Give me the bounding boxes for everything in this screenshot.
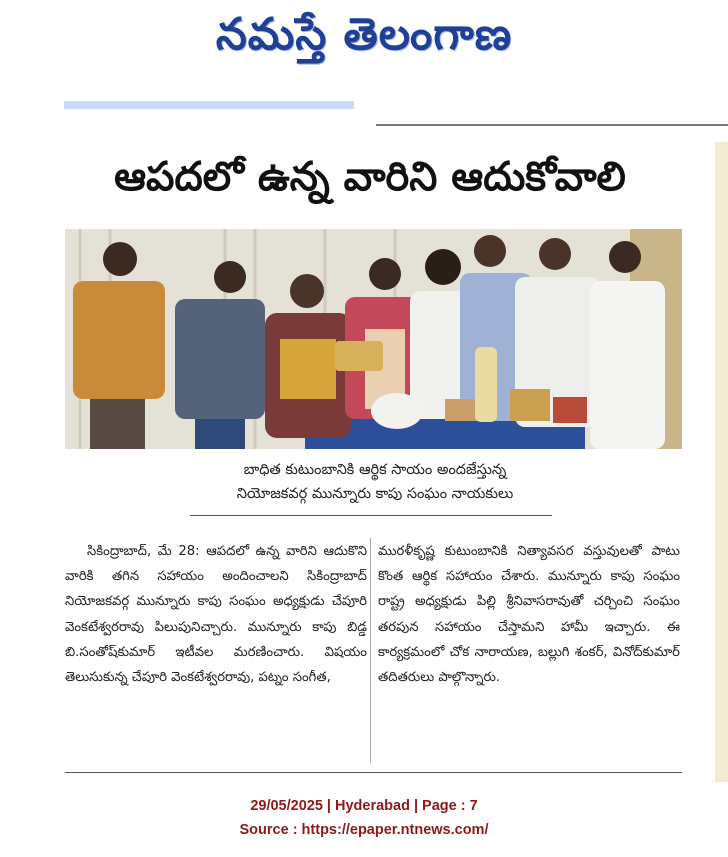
column-divider: [370, 538, 371, 763]
photo-caption-line-1: బాధిత కుటుంబానికి ఆర్థిక సాయం అందజేస్తున్న: [243, 462, 507, 478]
article-body-left-column: [65, 539, 367, 690]
article-body-right-column: [378, 539, 680, 690]
footer-date-edition: 29/05/2025 | Hyderabad | Page : 7: [250, 798, 478, 814]
masthead-accent-bar: [64, 101, 354, 109]
photo-caption-line-2: నియోజకవర్గ మున్నూరు కాపు సంఘం నాయకులు: [236, 486, 514, 502]
photo-caption: [190, 458, 560, 506]
article-body-paragraph-left: సికింద్రాబాద్, మే 28: ఆపదలో ఉన్న వారిని ఆదుకొని వారికి తగిన సహాయం అందించాలని సికింద్రాబాద్ నియోజకవర్గ మున్నూరు కాపు సంఘం అధ్యక్షుడు చేపూరి వెంకటేశ్వరరావు పిలుపునిచ్చారు. మున్నూరు కాపు బిడ్డ బి.సంతోష్‌కుమార్ ఇటీవల మరణించారు. విషయం తెలుసుకున్న చేపూరి వెంకటేశ్వరరావు, పట్నం సంగీత,: [65, 544, 367, 686]
page-footer: [0, 794, 728, 842]
article-body-paragraph-right: మురళీకృష్ణ కుటుంబానికి నిత్యావసర వస్తువులతో పాటు కొంత ఆర్థిక సహాయం చేశారు. మున్నూరు కాపు సంఘం రాష్ట్ర అధ్యక్షుడు పిల్లి శ్రీనివాసరావుతో చర్చించి సంఘం తరపున సహాయం చేస్తామని హామీ ఇచ్చారు. ఈ కార్యక్రమంలో చోక నారాయణ, బల్లుగి శంకర్, వినోద్‌కుమార్ తదితరులు పాల్గొన్నారు.: [378, 544, 680, 686]
top-rule: [376, 124, 728, 126]
caption-rule: [190, 515, 552, 516]
article-headline: ఆపదలో ఉన్న వారిని ఆదుకోవాలి: [114, 154, 626, 200]
article-photo: [65, 229, 682, 449]
footer-source: Source : https://epaper.ntnews.com/: [239, 822, 489, 838]
newspaper-masthead: నమస్తే తెలంగాణ: [215, 9, 513, 60]
adjacent-article-edge: [715, 142, 728, 782]
bottom-rule: [65, 772, 682, 773]
article-photo-illustration: [65, 229, 682, 449]
